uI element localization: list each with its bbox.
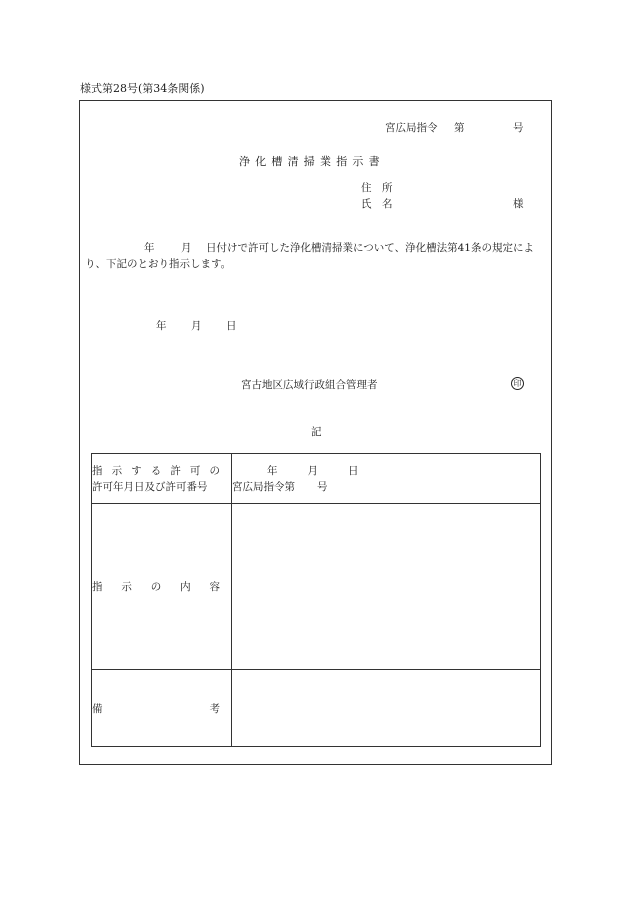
label-char: 内 [180, 581, 191, 593]
instruction-label-cell [92, 504, 232, 670]
details-table [91, 453, 541, 747]
label-char: の [209, 464, 220, 477]
permit-number-suffix: 号 [317, 480, 328, 493]
table-row-remarks [92, 670, 541, 747]
label-char: す [131, 464, 142, 477]
permit-number-prefix: 宮広局指令第 [232, 480, 295, 493]
notes-heading: 記 [311, 426, 322, 438]
permit-label-line2: 許可年月日及び許可番号 [92, 480, 208, 493]
label-char: 許 [170, 464, 181, 477]
instruction-label [92, 579, 220, 594]
body-year: 年 [144, 242, 155, 254]
number-suffix: 号 [513, 122, 524, 134]
authority-title: 宮古地区広域行政組合管理者 [241, 379, 378, 391]
document-title: 浄化槽清掃業指示書 [239, 155, 385, 168]
label-char: 示 [121, 581, 132, 593]
label-char: 指 [92, 581, 103, 593]
permit-value-cell [232, 454, 541, 504]
table-row-instruction [92, 504, 541, 670]
label-char: 考 [209, 702, 220, 715]
body-month: 月 [181, 242, 192, 254]
remarks-label-cell [92, 670, 232, 747]
label-char: 容 [209, 581, 220, 593]
label-char: る [150, 464, 162, 477]
address-label: 住 所 [361, 182, 393, 194]
label-char: 示 [111, 464, 123, 477]
body-sentence: 日付けで許可した浄化槽清掃業について、浄化槽法第41条の規定により、下記のとおり指示します。 [85, 242, 534, 270]
label-char: 指 [92, 464, 103, 477]
document-frame [79, 100, 552, 765]
honorific: 様 [513, 198, 524, 210]
permit-day: 日 [348, 464, 359, 477]
label-char: の [150, 581, 162, 593]
number-prefix: 第 [454, 122, 465, 134]
form-number-label: 様式第28号(第34条関係) [80, 82, 205, 95]
permit-label-line1 [92, 463, 220, 479]
seal-icon: 印 [511, 377, 524, 390]
label-char: 可 [189, 464, 201, 477]
table-row-permit [92, 454, 541, 504]
permit-label-cell [92, 454, 232, 504]
label-char: 備 [92, 702, 103, 715]
instruction-content-cell[interactable] [232, 504, 541, 670]
permit-year: 年 [267, 464, 278, 477]
issuer-prefix: 宮広局指令 [385, 122, 438, 134]
remarks-content-cell[interactable] [232, 670, 541, 747]
issue-day: 日 [226, 320, 237, 332]
remarks-label [92, 701, 220, 716]
permit-month: 月 [307, 464, 318, 477]
issue-month: 月 [191, 320, 202, 332]
issue-year: 年 [156, 320, 167, 332]
name-label: 氏 名 [361, 198, 393, 210]
